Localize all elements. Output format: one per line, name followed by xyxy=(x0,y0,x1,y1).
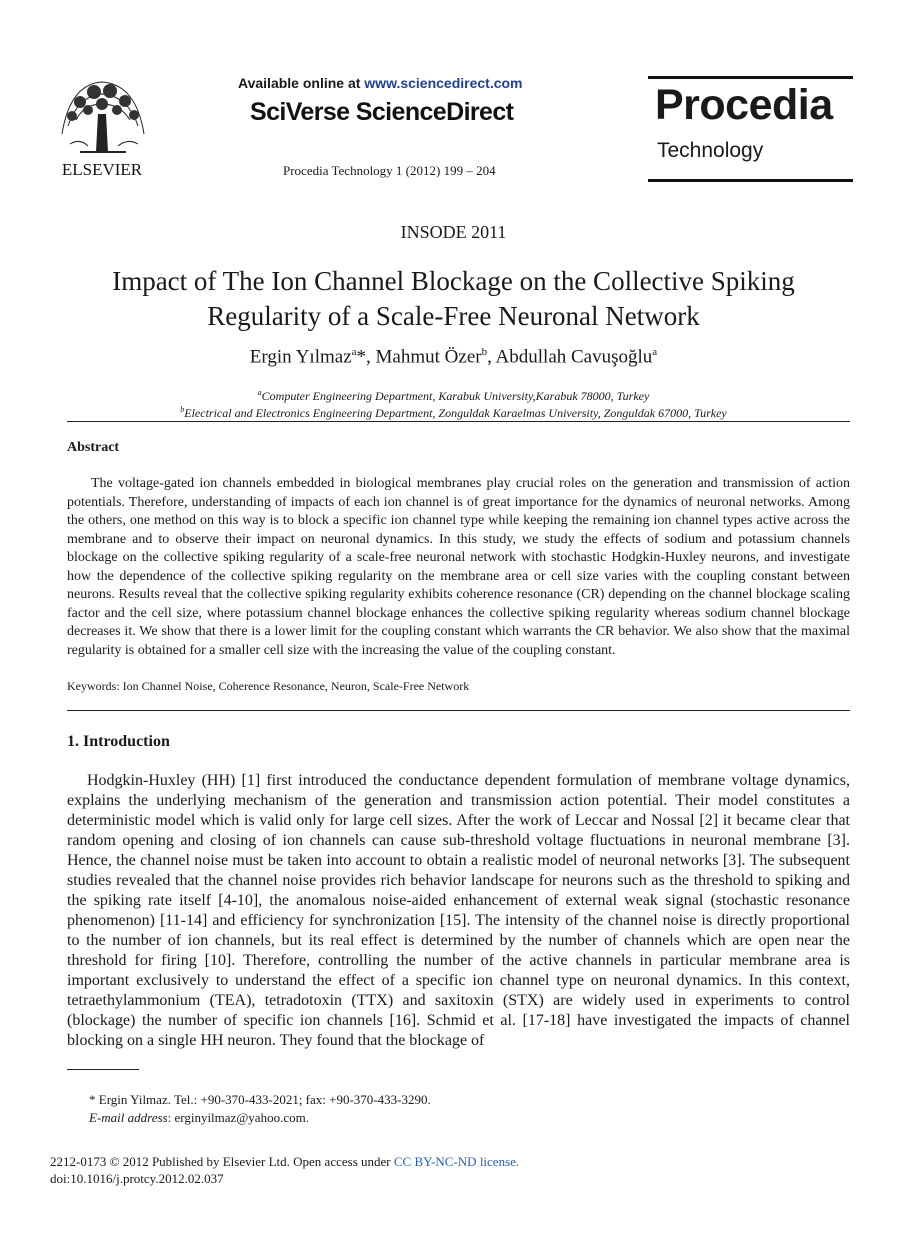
open-access-text: Open access under xyxy=(289,1154,394,1169)
author-affil-sup: b xyxy=(481,346,488,358)
paper-title: Impact of The Ion Channel Blockage on the Collective Spiking Regularity of a Scale-Free Neuronal Network xyxy=(112,266,795,331)
abstract-body: The voltage-gated ion channels embedded in biological membranes play crucial roles on the generation and transmission of action potentials. Therefore, understanding of impacts of each ion channel is of great importance for the dynamics of neuronal networks. Among the others, one method on this way is to block a specific ion channel type while keeping the remaining ion channel types active across the membrane and to observe their impact on neuronal dynamics. In this study, we study the effects of sodium and potassium channels blockage on the collective spiking regularity of a scale-free neuronal network with stochastic Hodgkin-Huxley neurons, and investigate how the dependence of the collective spiking regularity on the membrane area or cell size varies with the coupling constant between neurons. Results reveal that the collective spiking regularity exhibits coherence resonance (CR) depending on the channel blockage scaling factor and the cell size, where potassium channel blockage enhances the collective spiking regularity whereas sodium channel blockage decreases it. We show that there is a lower limit for the coupling constant which warrants the CR behavior. We also show that the maximal regularity is obtained for a smaller cell size with the increasing the value of the coupling constant. xyxy=(67,476,850,658)
affiliation-text: Electrical and Electronics Engineering Department, Zonguldak Karaelmas University, Zonguldak 67000, Turkey xyxy=(184,406,727,420)
footnote-contact: * Ergin Yilmaz. Tel.: +90-370-433-2021; fax: +90-370-433-3290. xyxy=(89,1092,431,1107)
section-heading: 1. Introduction xyxy=(67,733,170,750)
license-link[interactable]: CC BY-NC-ND license. xyxy=(393,1154,520,1169)
author-name: Mahmut Özer xyxy=(375,346,482,368)
email-address: : erginyilmaz@yahoo.com. xyxy=(167,1110,309,1125)
issn-copyright: 2212-0173 © 2012 Published by Elsevier Ltd. xyxy=(50,1154,290,1169)
affiliation-sup: a xyxy=(257,388,262,397)
abstract-heading: Abstract xyxy=(67,440,120,455)
introduction-body: Hodgkin-Huxley (HH) [1] first introduced the conductance dependent formulation of membrane voltage dynamics, explains the underlying mechanism of the generation and transmission action potential. Their model constitutes a deterministic model which is valid only for large cell sizes. After the work of Leccar and Nossal [2] it became clear that random opening and closing of ion channels can cause sub-threshold voltage fluctuations in neuronal membrane [3]. Hence, the channel noise must be taken into account to obtain a realistic model of neuronal networks [3]. The subsequent studies revealed that the channel noise provides rich behavior landscape for neurons such as the threshold to spiking and the spiking rate itself [4-10], the anomalous noise-aided enhancement of external weak signal (stochastic resonance phenomenon) [11-14] and efficiency for synchronization [15]. The intensity of the channel noise is directly proportional to the number of ion channels, but its real effect is determined by the number of channels which are open near the threshold for firing [10]. Therefore, controlling the number of the active channels in particular membrane area is important exclusively to understand the effect of a specific ion channel type on neuronal dynamics. In this context, tetraethylammonium (TEA), tetradotoxin (TTX) and saxitoxin (STX) are widely used in experiments to control (blockage) the number of specific ion channels [16]. Schmid et al. [17-18] have investigated the impacts of channel blocking on a single HH neuron. They found that the blockage of xyxy=(67,772,850,1049)
footnote-email xyxy=(89,1110,309,1126)
journal-citation: Procedia Technology 1 (2012) 199 – 204 xyxy=(283,163,496,178)
author-sep: , xyxy=(366,346,376,368)
copyright-line xyxy=(50,1154,519,1170)
author-affil-sup: a xyxy=(351,346,357,358)
sciencedirect-link[interactable]: www.sciencedirect.com xyxy=(364,75,523,91)
author-sep: , xyxy=(487,346,496,368)
header-divider xyxy=(67,421,850,422)
author-list xyxy=(0,346,907,368)
journal-name: Procedia xyxy=(655,81,833,129)
corresponding-mark: * xyxy=(356,346,367,368)
platform-name: SciVerse ScienceDirect xyxy=(250,98,514,126)
journal-subtitle: Technology xyxy=(657,139,764,162)
author-name: Abdullah Cavuşoğlu xyxy=(495,346,653,368)
affiliation-a xyxy=(0,388,907,404)
affiliation-b xyxy=(0,405,907,421)
footnote-divider xyxy=(67,1069,139,1070)
keywords: Keywords: Ion Channel Noise, Coherence Resonance, Neuron, Scale-Free Network xyxy=(67,679,470,693)
elsevier-wordmark: ELSEVIER xyxy=(61,160,143,178)
author-affil-sup: a xyxy=(652,346,658,358)
available-label: Available online at xyxy=(238,75,365,91)
affiliation-sup: b xyxy=(180,405,185,414)
abstract-divider xyxy=(67,710,850,711)
conference-name: INSODE 2011 xyxy=(400,222,507,242)
available-online-line xyxy=(238,75,568,91)
elsevier-logo xyxy=(50,74,154,178)
email-label: E-mail address xyxy=(89,1110,168,1125)
author-name: Ergin Yılmaz xyxy=(249,346,352,368)
doi-line: doi:10.1016/j.protcy.2012.02.037 xyxy=(50,1171,224,1186)
affiliation-text: Computer Engineering Department, Karabuk University,Karabuk 78000, Turkey xyxy=(261,389,650,403)
